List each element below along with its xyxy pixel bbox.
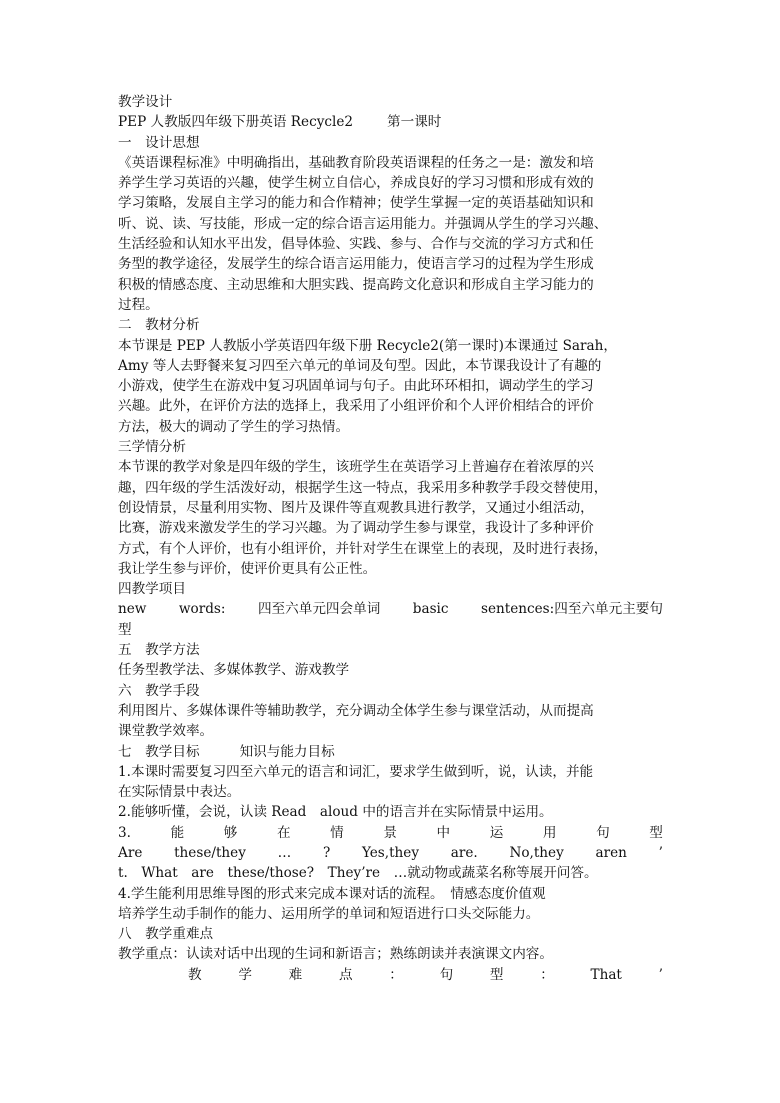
word: … [277, 844, 292, 861]
word: Are [118, 844, 143, 861]
text-line: 创设情景，尽量利用实物、图片及课件等直观教具进行教学，又通过小组活动， [118, 499, 594, 516]
section-heading: 三学情分析 [118, 439, 186, 456]
teaching-items-line [118, 599, 663, 619]
text-line: 方式，有个人评价，也有小组评价，并针对学生在课堂上的表现，及时进行表扬， [118, 540, 608, 557]
section-heading: 二 教材分析 [118, 317, 200, 334]
difficulty-line [118, 965, 663, 985]
word: ’ [658, 844, 663, 861]
text-line: 兴趣。此外，在评价方法的选择上，我采用了小组评价和个人评价相结合的评价 [118, 398, 594, 415]
section-3-body [118, 457, 663, 579]
section-1-body [118, 153, 663, 315]
section-2-body [118, 336, 663, 437]
section-heading: 四教学项目 [118, 581, 186, 598]
text-line: 学习策略，发展自主学习的能力和合作精神；使学生掌握一定的英语基础知识和 [118, 195, 594, 212]
word: words: [178, 601, 226, 618]
text-line: 在实际情景中表达。 [118, 784, 241, 801]
goal-3-line [118, 823, 663, 843]
word: 句 [439, 966, 454, 983]
text-line: 听、说、读、写技能，形成一定的综合语言运用能力。并强调从学生的学习兴趣、 [118, 215, 608, 232]
text-line: 1.本课时需要复习四至六单元的语言和词汇，要求学生做到听，说，认读，并能 [118, 763, 594, 780]
document-page [118, 92, 663, 985]
word: 用 [542, 824, 557, 841]
word: 四至六单元四会单词 [257, 601, 381, 618]
word: aren [595, 844, 627, 861]
text-line: 本节课的教学对象是四年级的学生，该班学生在英语学习上普遍存在着浓厚的兴 [118, 459, 594, 476]
text-line: 方法，极大的调动了学生的学习热情。 [118, 418, 350, 435]
section-heading: 一 设计思想 [118, 134, 200, 151]
text-line: 积极的情感态度、主动思维和大胆实践、提高跨文化意识和形成自主学习能力的 [118, 276, 594, 293]
section-heading: 六 教学手段 [118, 682, 200, 699]
text-line: 型 [118, 621, 132, 638]
text-line: 趣，四年级的学生活泼好动，根据学生这一特点，我采用多种教学手段交替使用， [118, 479, 608, 496]
word: 情 [330, 824, 344, 841]
word: 运 [489, 824, 504, 841]
word: ： [389, 966, 403, 983]
section-heading [118, 742, 663, 762]
text-line: 任务型教学法、多媒体教学、游戏教学 [118, 662, 350, 679]
section-heading: 五 教学方法 [118, 642, 200, 659]
word: 够 [223, 824, 238, 841]
text-line: 小游戏，使学生在游戏中复习巩固单词与句子。由此环环相扣，调动学生的学习 [118, 378, 594, 395]
word: sentences:四至六单元主要句 [480, 601, 663, 618]
text-line: 教学重点：认读对话中出现的生词和新语言；熟练朗读并表演课文内容。 [118, 946, 553, 963]
heading-goals: 七 教学目标 [118, 743, 200, 760]
word: 中 [436, 824, 451, 841]
word: 教 [188, 966, 202, 983]
doc-subtitle [118, 112, 663, 132]
text-line: 养学生学习英语的兴趣，使学生树立自信心，养成良好的学习习惯和形成有效的 [118, 175, 594, 192]
doc-title: 教学设计 [118, 94, 173, 110]
text-line: 我让学生参与评价，使评价更具有公正性。 [118, 560, 377, 577]
word: 能 [170, 824, 185, 841]
word: That [590, 966, 622, 983]
text-line: 本节课是 PEP 人教版小学英语四年级下册 Recycle2(第一课时)本课通过 Sarah， [118, 337, 617, 354]
text-line: 利用图片、多媒体课件等辅助教学，充分调动全体学生参与课堂活动，从而提高 [118, 702, 594, 719]
goal-3-sentence-line [118, 843, 663, 863]
text-line: 《英语课程标准》中明确指出，基础教育阶段英语课程的任务之一是：激发和培 [118, 154, 594, 171]
word: these/they [174, 844, 246, 861]
subtitle-lesson: 第一课时 [387, 114, 442, 131]
word: are. [450, 844, 478, 861]
subtitle-book: PEP 人教版四年级下册英语 Recycle2 [118, 114, 354, 131]
word: Yes,they [361, 844, 420, 861]
text-line: 培养学生动手制作的能力、运用所学的单词和短语进行口头交际能力。 [118, 905, 540, 922]
section-heading: 八 教学重难点 [118, 926, 214, 943]
word: 型 [649, 824, 663, 841]
text-line: t. What are these/those? They’re …就动物或蔬菜名称等展开问答。 [118, 865, 598, 882]
text-line: 比赛，游戏来激发学生的学习兴趣。为了调动学生参与课堂，我设计了多种评价 [118, 520, 594, 537]
word: 学 [238, 966, 252, 983]
word: ’ [658, 966, 663, 983]
heading-knowledge: 知识与能力目标 [239, 743, 335, 760]
word: 难 [288, 966, 303, 983]
word: No,they [509, 844, 564, 861]
word: 在 [276, 824, 291, 841]
word: 句 [596, 824, 610, 841]
text-line: 2.能够听懂，会说，认读 Read aloud 中的语言并在实际情景中运用。 [118, 804, 553, 821]
word: 3. [118, 824, 131, 841]
word: 点 [338, 966, 353, 983]
text-line: 4.学生能利用思维导图的形式来完成本课对话的流程。 情感态度价值观 [118, 885, 546, 902]
word: ? [322, 844, 331, 861]
text-line: 务型的教学途径，发展学生的综合语言运用能力，使语言学习的过程为学生形成 [118, 256, 594, 273]
text-line: 过程。 [118, 296, 159, 313]
word: 型 [489, 966, 504, 983]
word: new [118, 601, 147, 618]
text-line: Amy 等人去野餐来复习四至六单元的单词及句型。因此，本节课我设计了有趣的 [118, 357, 602, 374]
word: basic [412, 601, 449, 618]
text-line: 课堂教学效率。 [118, 723, 214, 740]
word: 景 [383, 824, 397, 841]
word: ： [540, 966, 554, 983]
text-line: 生活经验和认知水平出发，倡导体验、实践、参与、合作与交流的学习方式和任 [118, 236, 594, 253]
